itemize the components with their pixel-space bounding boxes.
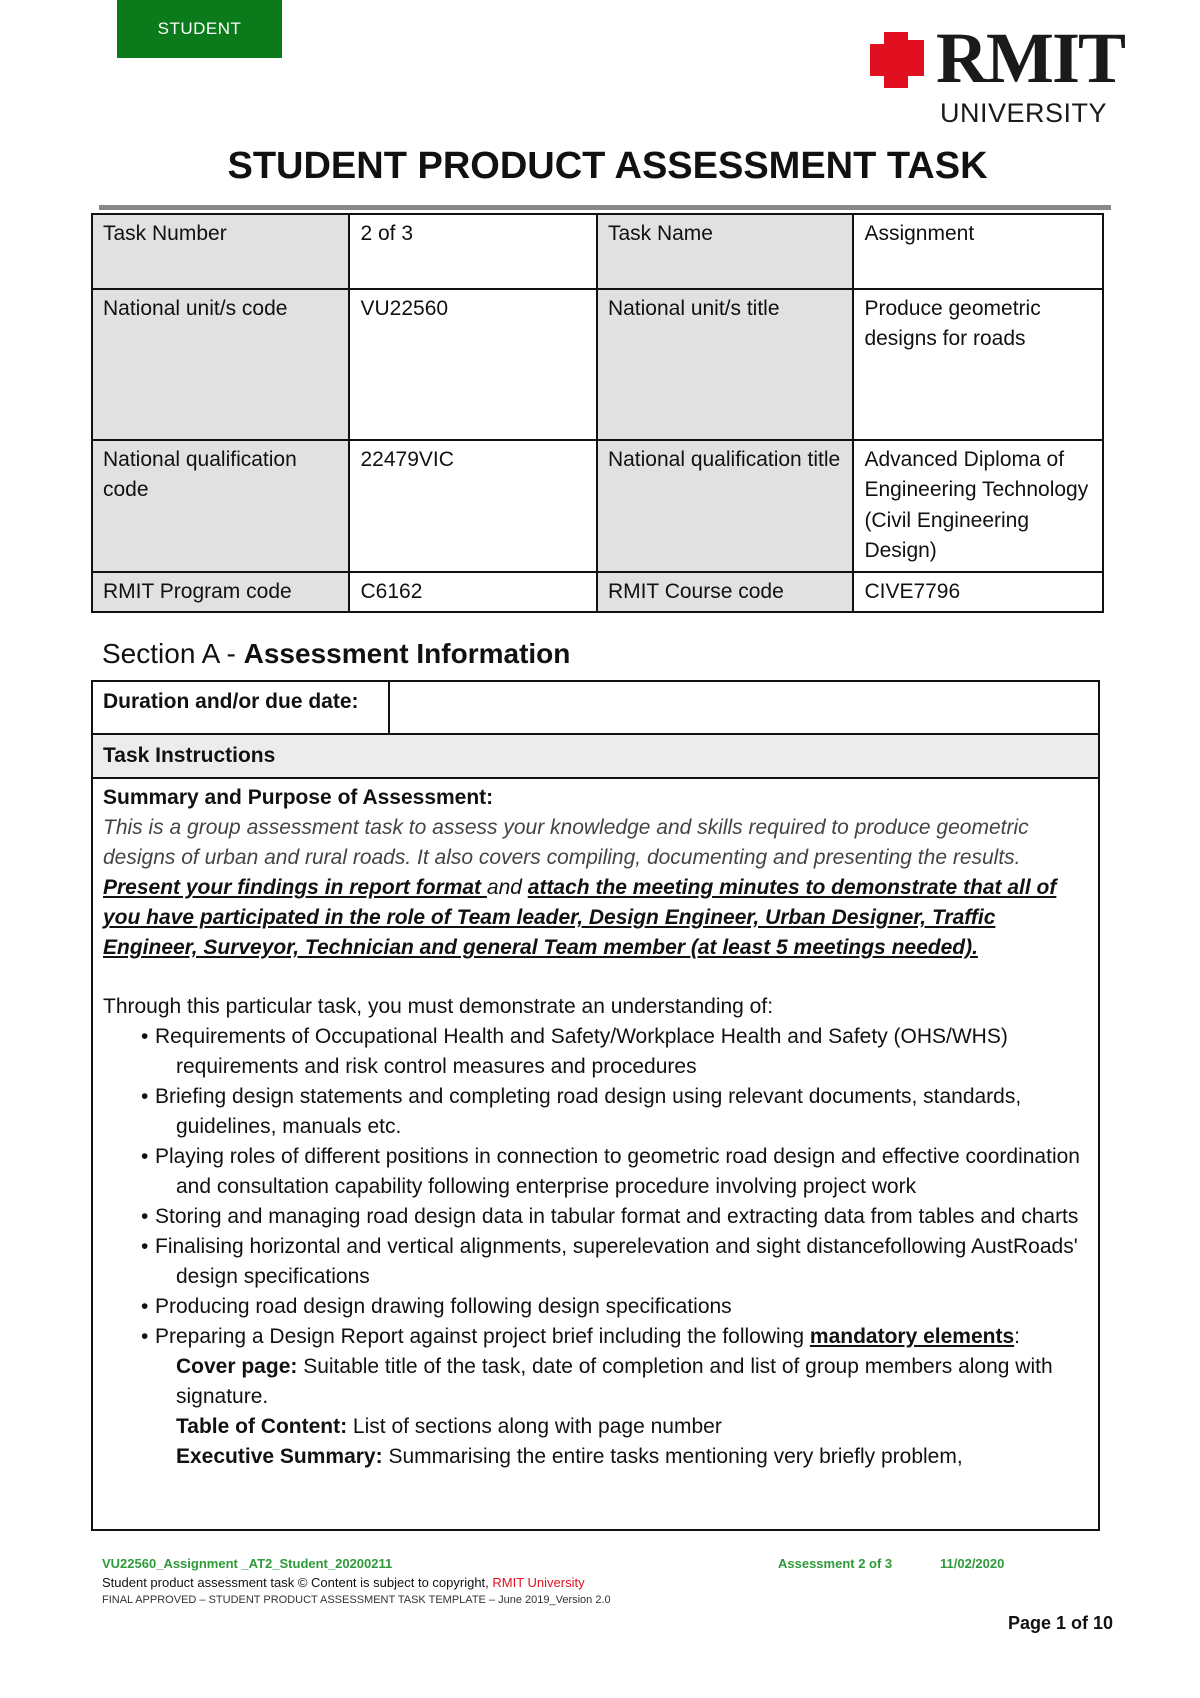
unit-code-value: VU22560 — [349, 289, 596, 440]
qualification-title-value: Advanced Diploma of Engineering Technology (Civil Engineering Design) — [853, 440, 1103, 572]
report-element — [176, 1412, 1088, 1442]
unit-code-label: National unit/s code — [92, 289, 349, 440]
rmit-logo — [866, 18, 1124, 128]
footer-doc-id: VU22560_Assignment _AT2_Student_20200211 — [102, 1556, 393, 1571]
requirements-list — [103, 1022, 1088, 1352]
page-title: STUDENT PRODUCT ASSESSMENT TASK — [227, 145, 988, 187]
intro-text: Through this particular task, you must demonstrate an understanding of: — [103, 995, 774, 1018]
last-bullet-prefix: Preparing a Design Report against project brief including the following — [155, 1325, 810, 1348]
table-row — [92, 572, 1103, 612]
task-number-label: Task Number — [92, 214, 349, 289]
program-code-value: C6162 — [349, 572, 596, 612]
rmit-pixel-icon — [866, 30, 932, 90]
course-code-value: CIVE7796 — [853, 572, 1103, 612]
list-item: • Storing and managing road design data in tabular format and extracting data from tables and charts — [103, 1202, 1088, 1232]
qualification-code-label: National qualification code — [92, 440, 349, 572]
report-elements — [103, 1352, 1088, 1472]
list-item — [103, 1322, 1088, 1352]
footer-copyright — [102, 1575, 585, 1590]
summary-emphasis-2: attach the meeting minutes to demonstrate that all of you have participated in the role of Team leader, Design Engineer, Urban Designer, Traffic Engineer, Surveyor, Technician and general Team member (at least 5 meetings needed). — [103, 876, 1057, 959]
summary-and: and — [486, 876, 528, 899]
task-info-table — [91, 213, 1104, 613]
task-instructions-header: Task Instructions — [91, 733, 1100, 779]
table-row — [92, 440, 1103, 572]
report-element — [176, 1352, 1088, 1412]
summary-text: This is a group assessment task to assess your knowledge and skills required to produce geometric designs of urban and rural roads. It also covers compiling, documenting and presenting the results. — [103, 816, 1029, 869]
table-row — [92, 289, 1103, 440]
footer-assessment: Assessment 2 of 3 — [778, 1556, 893, 1571]
section-prefix: Section A - — [102, 638, 244, 669]
report-element-label: Table of Content: — [176, 1415, 348, 1438]
task-name-value: Assignment — [853, 214, 1103, 289]
list-item: • Producing road design drawing following design specifications — [103, 1292, 1088, 1322]
mandatory-elements: mandatory elements — [809, 1325, 1015, 1348]
page-number: Page 1 of 10 — [1008, 1613, 1114, 1633]
report-element — [176, 1442, 1088, 1472]
unit-title-label: National unit/s title — [597, 289, 854, 440]
report-element-text: Summarising the entire tasks mentioning very briefly problem, — [382, 1445, 963, 1468]
report-element-text: List of sections along with page number — [347, 1415, 722, 1438]
qualification-title-label: National qualification title — [597, 440, 854, 572]
unit-title-value: Produce geometric designs for roads — [853, 289, 1103, 440]
report-element-text: Suitable title of the task, date of completion and list of group members along with signature. — [176, 1355, 1053, 1408]
qualification-code-value: 22479VIC — [349, 440, 596, 572]
due-date-label: Duration and/or due date: — [93, 682, 390, 733]
section-heading — [102, 638, 570, 670]
task-name-label: Task Name — [597, 214, 854, 289]
last-bullet-suffix: : — [1014, 1325, 1020, 1348]
spacer — [103, 963, 1088, 992]
summary-title: Summary and Purpose of Assessment: — [103, 786, 494, 809]
report-element-label: Executive Summary: — [176, 1445, 383, 1468]
student-badge: STUDENT — [117, 0, 282, 58]
table-row — [92, 214, 1103, 289]
list-item: • Playing roles of different positions in connection to geometric road design and effective coordination and consultation capability following enterprise procedure involving project work — [103, 1142, 1088, 1202]
logo-sub: UNIVERSITY — [940, 98, 1108, 128]
program-code-label: RMIT Program code — [92, 572, 349, 612]
course-code-label: RMIT Course code — [597, 572, 854, 612]
footer-date: 11/02/2020 — [940, 1556, 1005, 1571]
due-date-row — [91, 680, 1100, 735]
section-title: Assessment Information — [243, 638, 571, 669]
copyright-text: Student product assessment task © Content is subject to copyright, — [102, 1575, 493, 1590]
task-number-value: 2 of 3 — [349, 214, 596, 289]
list-item: • Finalising horizontal and vertical alignments, superelevation and sight distancefollowing AustRoads' design specifications — [103, 1232, 1088, 1292]
summary-paragraph — [103, 813, 1088, 963]
logo-word: RMIT — [936, 18, 1124, 98]
footer-template: FINAL APPROVED – STUDENT PRODUCT ASSESSMENT TASK TEMPLATE – June 2019_Version 2.0 — [102, 1594, 611, 1606]
task-instructions-body — [91, 777, 1100, 1531]
list-item: • Requirements of Occupational Health and Safety/Workplace Health and Safety (OHS/WHS) requirements and risk control measures and procedures — [103, 1022, 1088, 1082]
report-element-label: Cover page: — [176, 1355, 298, 1378]
title-divider — [99, 205, 1111, 210]
copyright-org: RMIT University — [492, 1575, 585, 1590]
summary-emphasis-1: Present your findings in report format — [103, 876, 487, 899]
list-item: • Briefing design statements and completing road design using relevant documents, standards, guidelines, manuals etc. — [103, 1082, 1088, 1142]
